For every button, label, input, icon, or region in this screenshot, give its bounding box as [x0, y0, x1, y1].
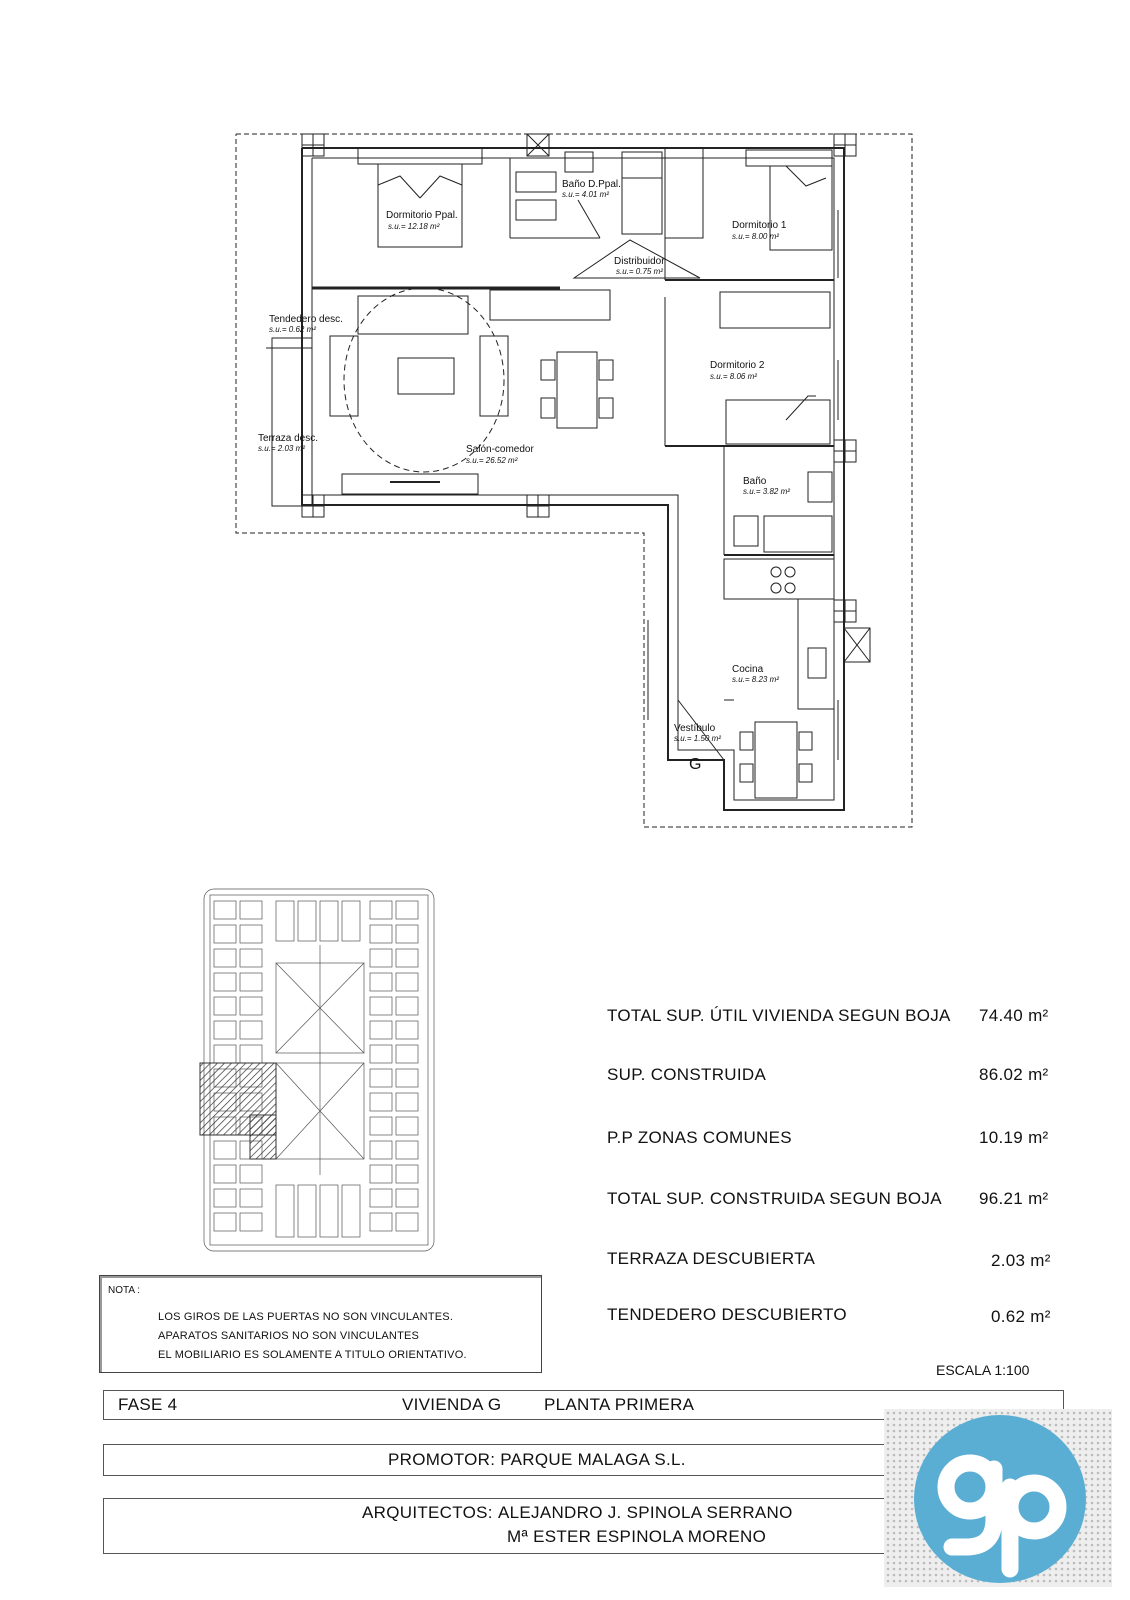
svg-text:Tendedero desc.: Tendedero desc.: [269, 314, 343, 325]
vivienda-label: VIVIENDA G: [402, 1395, 502, 1414]
surface-value: 10.19 m²: [979, 1128, 1049, 1147]
svg-text:Baño D.Ppal.: Baño D.Ppal.: [562, 179, 621, 190]
arquitectos-label: ARQUITECTOS:: [362, 1503, 493, 1522]
planta-label: PLANTA PRIMERA: [544, 1395, 695, 1414]
surface-value: 96.21 m²: [979, 1189, 1049, 1208]
room-label-cocina: [732, 664, 779, 684]
room-label-salon-comedor: [466, 444, 534, 465]
surface-label: TOTAL SUP. ÚTIL VIVIENDA SEGUN BOJA: [607, 1006, 951, 1025]
svg-text:Dormitorio 2: Dormitorio 2: [710, 360, 765, 371]
svg-text:Salón-comedor: Salón-comedor: [466, 444, 534, 455]
room-label-dormitorio-1: [732, 220, 787, 241]
svg-text:s.u.= 8.00 m²: s.u.= 8.00 m²: [732, 232, 779, 241]
fase-label: FASE 4: [118, 1395, 178, 1414]
room-label-dormitorio-2: [710, 360, 765, 381]
arquitecto-name: Mª ESTER ESPINOLA MORENO: [507, 1527, 767, 1546]
svg-text:Vestíbulo: Vestíbulo: [674, 723, 716, 734]
room-label-dormitorio-ppal: [386, 210, 458, 231]
notes-box: [99, 1275, 542, 1373]
entrance-letter: G: [689, 756, 702, 773]
scale-label: ESCALA 1:100: [936, 1362, 1030, 1378]
arquitecto-name: ALEJANDRO J. SPINOLA SERRANO: [498, 1503, 793, 1522]
svg-text:Baño: Baño: [743, 476, 767, 487]
svg-text:Cocina: Cocina: [732, 664, 764, 675]
svg-text:s.u.= 8.06 m²: s.u.= 8.06 m²: [710, 372, 757, 381]
surface-label: TOTAL SUP. CONSTRUIDA SEGUN BOJA: [607, 1189, 942, 1208]
promotor-label: PROMOTOR: PARQUE MALAGA S.L.: [388, 1450, 686, 1469]
notes-line: EL MOBILIARIO ES SOLAMENTE A TITULO ORIENTATIVO.: [158, 1349, 467, 1361]
svg-text:s.u.= 12.18 m²: s.u.= 12.18 m²: [388, 222, 440, 231]
notes-line: APARATOS SANITARIOS NO SON VINCULANTES: [158, 1330, 420, 1342]
svg-text:s.u.= 2.03 m²: s.u.= 2.03 m²: [258, 444, 305, 453]
svg-text:s.u.= 8.23 m²: s.u.= 8.23 m²: [732, 675, 779, 684]
room-label-distribuidor: [614, 256, 665, 276]
surface-value: 0.62 m²: [991, 1307, 1051, 1326]
surface-value: 86.02 m²: [979, 1065, 1049, 1084]
svg-text:Distribuidor: Distribuidor: [614, 256, 665, 267]
svg-text:Dormitorio Ppal.: Dormitorio Ppal.: [386, 210, 458, 221]
room-label-tendedero: [269, 314, 343, 334]
svg-text:s.u.= 1.50 m²: s.u.= 1.50 m²: [674, 734, 721, 743]
svg-text:s.u.= 0.75 m²: s.u.= 0.75 m²: [616, 267, 663, 276]
surface-value: 74.40 m²: [979, 1006, 1049, 1025]
notes-line: LOS GIROS DE LAS PUERTAS NO SON VINCULANTES.: [158, 1311, 454, 1323]
surface-label: P.P ZONAS COMUNES: [607, 1128, 792, 1147]
surface-label: SUP. CONSTRUIDA: [607, 1065, 767, 1084]
room-label-terraza: [258, 433, 318, 453]
room-label-bano: [743, 476, 790, 496]
room-label-vestibulo: [674, 723, 721, 743]
svg-text:s.u.= 3.82 m²: s.u.= 3.82 m²: [743, 487, 790, 496]
surface-label: TENDEDERO DESCUBIERTO: [607, 1305, 847, 1324]
notes-title: NOTA :: [108, 1285, 141, 1296]
surface-value: 2.03 m²: [991, 1251, 1051, 1270]
svg-text:s.u.= 26.52 m²: s.u.= 26.52 m²: [466, 456, 518, 465]
svg-text:Dormitorio 1: Dormitorio 1: [732, 220, 787, 231]
room-label-bano-ppal: [562, 179, 621, 199]
svg-text:s.u.= 4.01 m²: s.u.= 4.01 m²: [562, 190, 609, 199]
svg-text:s.u.= 0.62 m²: s.u.= 0.62 m²: [269, 325, 316, 334]
building-key-plan: [190, 885, 450, 1255]
surface-label: TERRAZA DESCUBIERTA: [607, 1249, 816, 1268]
gp-logo: [884, 1409, 1112, 1587]
svg-text:Terraza desc.: Terraza desc.: [258, 433, 319, 444]
